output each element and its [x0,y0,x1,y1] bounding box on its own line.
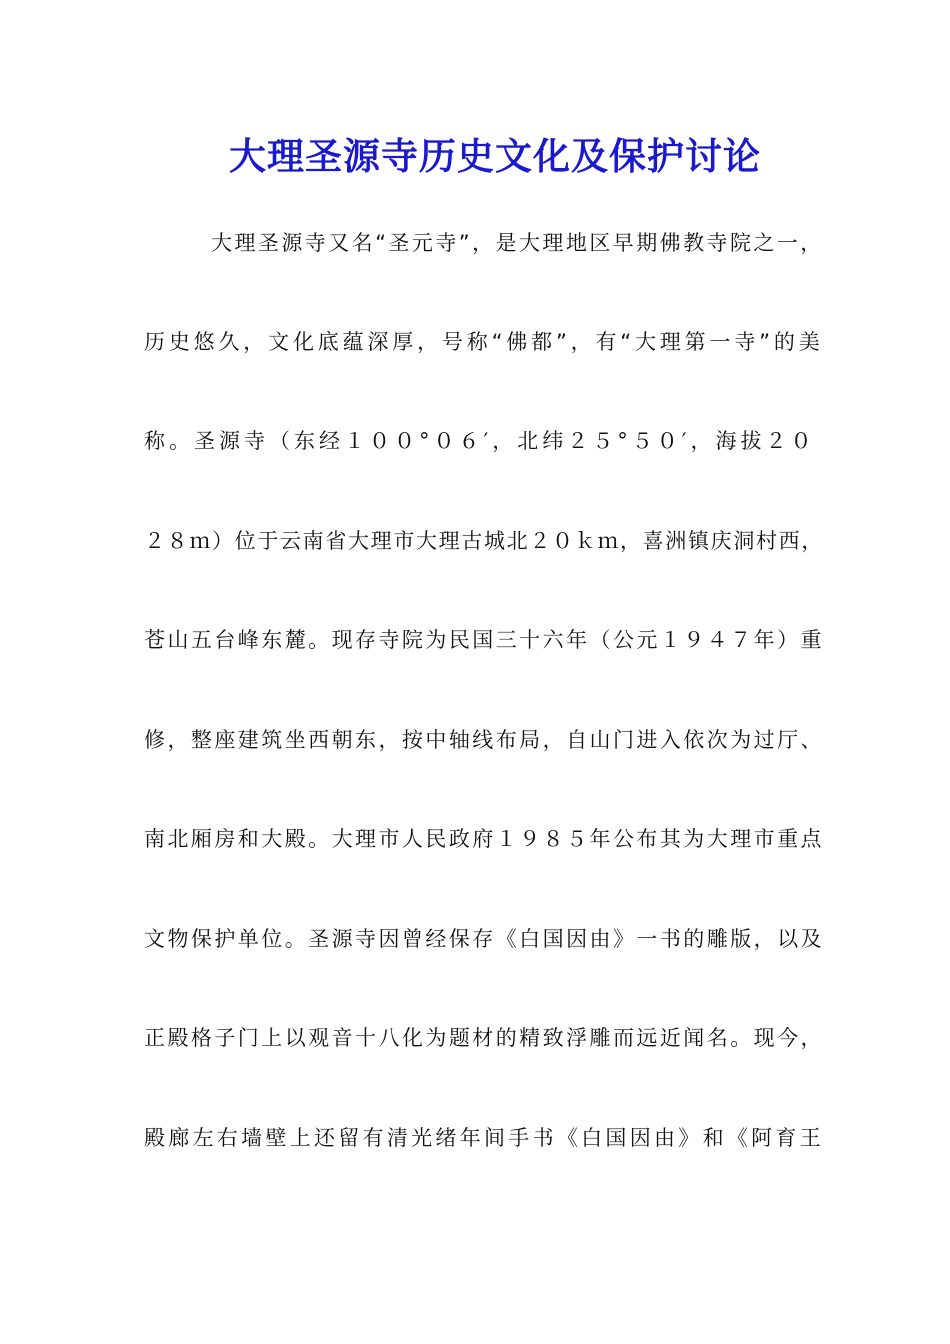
paragraph-line-7: 南北厢房和大殿。大理市人民政府１９８５年公布其为大理市重点 [144,827,824,851]
paragraph-line-1: 大理圣源寺又名“圣元寺”，是大理地区早期佛教寺院之一， [211,231,824,255]
paragraph-line-10: 殿廊左右墙壁上还留有清光绪年间手书《白国因由》和《阿育王 [144,1126,824,1150]
paragraph-line-2: 历史悠久，文化底蕴深厚，号称“佛都”，有“大理第一寺”的美 [144,330,824,354]
paragraph-line-5: 苍山五台峰东麓。现存寺院为民国三十六年（公元１９４７年）重 [144,628,824,652]
paragraph-line-8: 文物保护单位。圣源寺因曾经保存《白国因由》一书的雕版，以及 [144,927,824,951]
paragraph-line-9: 正殿格子门上以观音十八化为题材的精致浮雕而远近闻名。现今， [144,1026,824,1050]
paragraph-line-3: 称。圣源寺（东经１００°０６′，北纬２５°５０′，海拔２０ [144,429,816,453]
paragraph-line-6: 修，整座建筑坐西朝东，按中轴线布局，自山门进入依次为过厅、 [144,728,824,752]
document-title [0,126,950,180]
paragraph-line-4: ２８ｍ）位于云南省大理市大理古城北２０ｋｍ，喜洲镇庆洞村西， [144,529,824,553]
document-title-text: 大理圣源寺历史文化及保护讨论 [229,134,761,178]
